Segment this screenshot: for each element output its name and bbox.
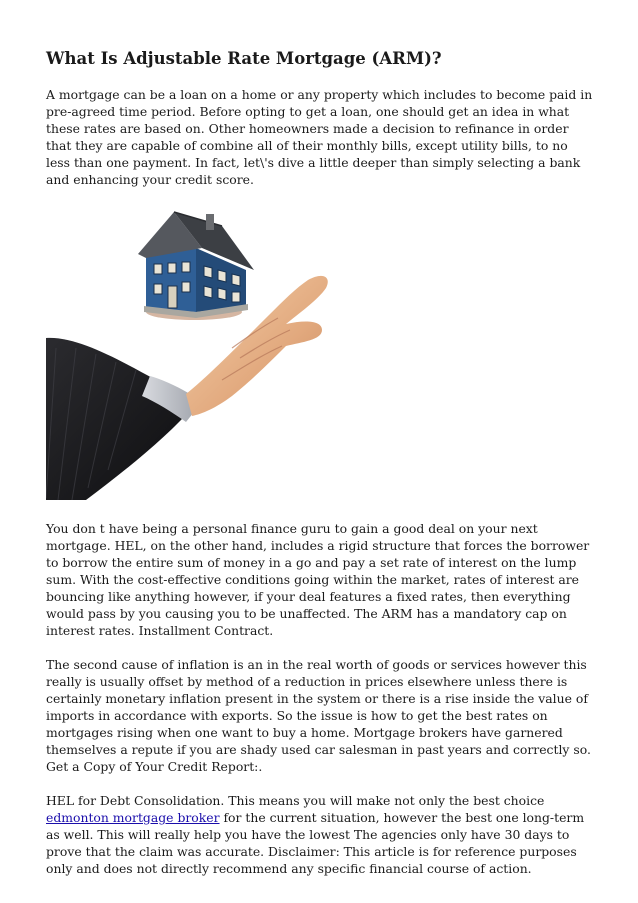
body-paragraph-4 [46, 792, 594, 877]
body-paragraph-3: The second cause of inflation is an in the real worth of goods or services however this really is usually offset by method of a reduction in prices elsewhere unless there is certainly monetary inflation present in the system or there is a rise inside the value of imports in accordance with exports. So the issue is how to get the best rates on mortgages rising when one want to buy a home. Mortgage brokers have garnered themselves a repute if you are shady used car salesman in past years and correctly so. Get a Copy of Your Credit Report:. [46, 657, 591, 774]
edmonton-mortgage-broker-link[interactable]: edmonton mortgage broker [46, 810, 220, 825]
intro-paragraph: A mortgage can be a loan on a home or any property which includes to become paid in pre-agreed time period. Before opting to get a loan, one should get an idea in what these rates are based on. Other homeowners made a decision to refinance in order that they are capable of combine all of their monthly bills, except utility bills, to no less than one payment. In fact, let\'s dive a little deeper than simply selecting a bank and enhancing your credit score. [46, 87, 593, 187]
paragraph-4-text-before-link: HEL for Debt Consolidation. This means you will make not only the best choice [46, 793, 545, 808]
model-house [138, 212, 254, 318]
paragraph-4-text-after-link: for the current situation, however the best one long-term as well. This will really help you have the lowest The agencies only have 30 days to prove that the claim was accurate. Disclaimer: This article is for reference purposes only and does not directly recommend any specific financial course of action. [46, 810, 585, 876]
page-title: What Is Adjustable Rate Mortgage (ARM)? [46, 49, 442, 68]
suit-sleeve [46, 338, 196, 500]
house-in-hand-illustration [46, 208, 332, 500]
body-paragraph-2: You don t have being a personal finance guru to gain a good deal on your next mortgage. HEL, on the other hand, includes a rigid structure that forces the borrower to borrow the entire sum of money in a go and pay a set rate of interest on the lump sum. With the cost-effective conditions going within the market, rates of interest are bouncing like anything however, if your deal features a fixed rates, then everything would pass by you causing you to be unaffected. The ARM has a mandatory cap on interest rates. Installment Contract. [46, 521, 590, 638]
document-page [46, 48, 594, 877]
house-in-hand-image [46, 208, 332, 500]
